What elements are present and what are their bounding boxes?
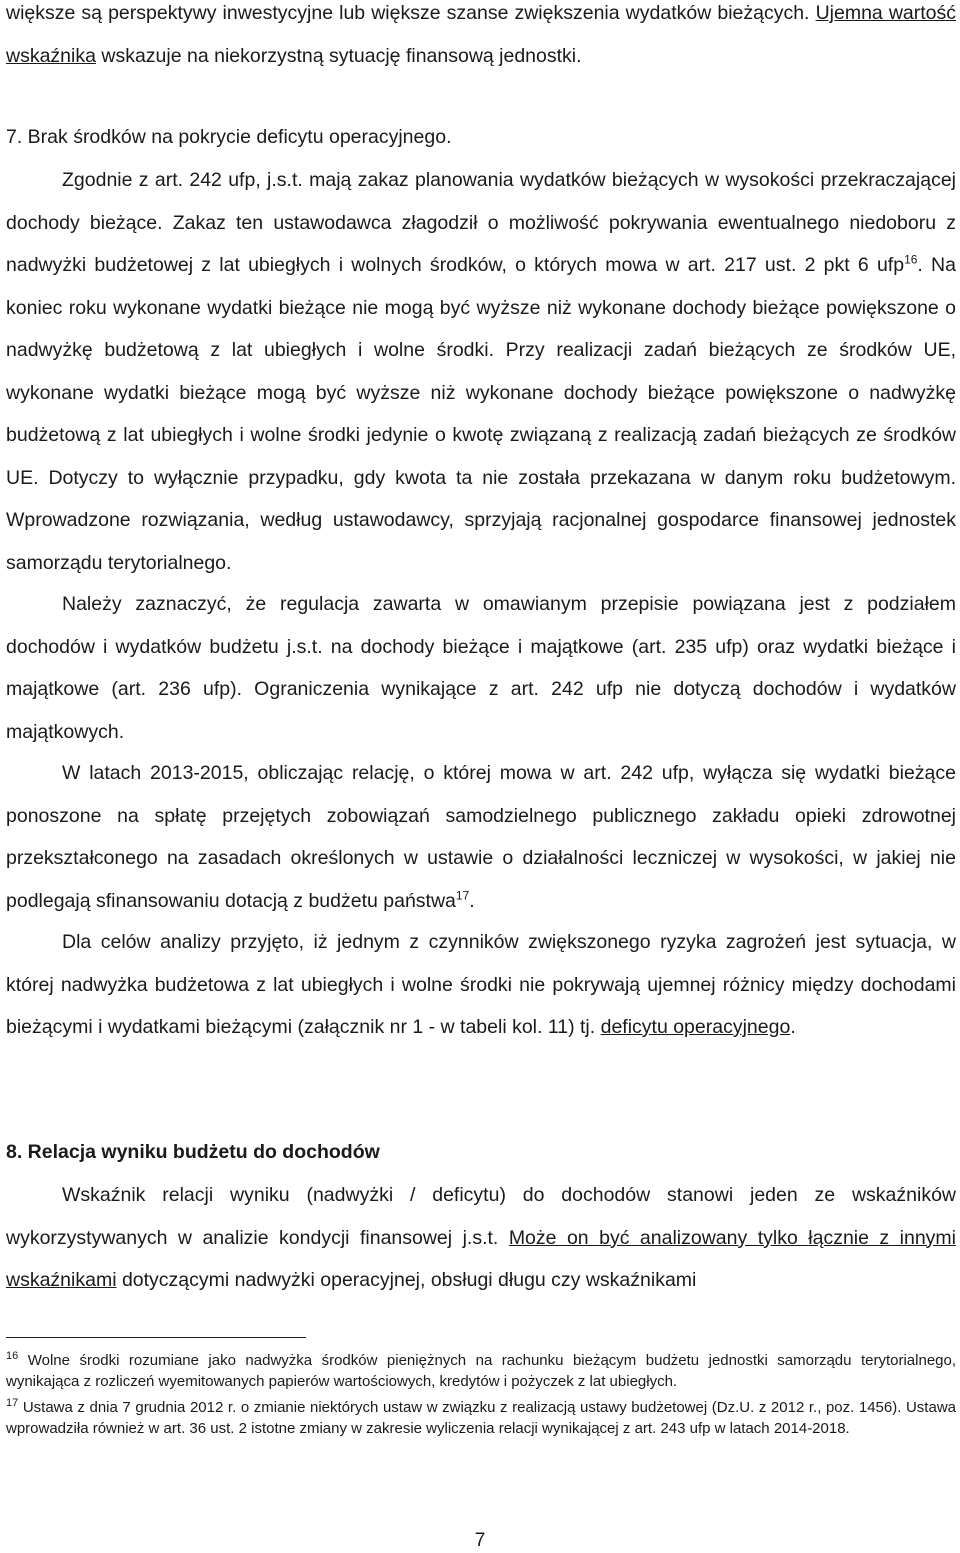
page-number: 7: [474, 1530, 486, 1551]
s7p3-text-a: W latach 2013-2015, obliczając relację, o której mowa w art. 242 ufp, wyłącza się wydatki bieżące ponoszone na spłatę przejętych zobowiązań samodzielnego publicznego zakładu opieki zdrowotnej przekształconego na zasadach określonych w ustawie o działalności leczniczej w wysokości, w jakiej nie podlegają sfinansowaniu dotacją z budżetu państwa: [6, 762, 956, 912]
s7p4-text-a: Dla celów analizy przyjęto, iż jednym z czynników zwiększonego ryzyka zagrożeń jest sytuacja, w której nadwyżka budżetowa z lat ubiegłych i wolne środki nie pokrywają ujemnej różnicy między dochodami bieżącymi i wydatkami bieżącymi (załącznik nr 1 - w tabeli kol. 11) tj.: [6, 931, 956, 1038]
s7p3-text-b: .: [469, 889, 475, 912]
section-7-paragraph-1: [6, 159, 956, 584]
s7p1-text-a: Zgodnie z art. 242 ufp, j.s.t. mają zakaz planowania wydatków bieżących w wysokości przekraczającej dochody bieżące. Zakaz ten ustawodawca złagodził o możliwość pokrywania ewentualnego niedoboru z nadwyżki budżetowej z lat ubiegłych i wolnych środków, o których mowa w art. 217 ust. 2 pkt 6 ufp: [6, 169, 956, 276]
s7p4-underlined: deficytu operacyjnego: [600, 1016, 791, 1038]
s7p1-text-b: . Na koniec roku wykonane wydatki bieżące nie mogą być wyższe niż wykonane dochody bieżące powiększone o nadwyżkę budżetową z lat ubiegłych i wolne środki. Przy realizacji zadań bieżących ze środków UE, wykonane wydatki bieżące mogą być wyższe niż wykonane dochody bieżące powiększone o nadwyżkę budżetową z lat ubiegłych i wolne środki jedynie o kwotę związaną z realizacją zadań bieżących ze środków UE. Dotyczy to wyłącznie przypadku, gdy kwota ta nie została przekazana w danym roku budżetowym. Wprowadzone rozwiązania, według ustawodawcy, sprzyjają racjonalnej gospodarce finansowej jednostek samorządu terytorialnego.: [6, 254, 956, 574]
section-8-heading: 8. Relacja wyniku budżetu do dochodów: [6, 1141, 380, 1163]
intro-paragraph: [6, 0, 956, 77]
footnote-ref-16[interactable]: 16: [904, 252, 918, 267]
s8p1-underlined: Może on być analizowany tylko łącznie z innymi wskaźnikami: [6, 1226, 956, 1291]
section-8-paragraph-1: [6, 1174, 956, 1302]
s8p1-text-b: dotyczącymi nadwyżki operacyjnej, obsługi długu czy wskaźnikami: [121, 1269, 697, 1291]
intro-text-a: większe są perspektywy inwestycyjne lub większe szanse zwiększenia wydatków bieżących.: [6, 2, 810, 24]
footnote-separator: [6, 1337, 306, 1338]
section-7-paragraph-3: [6, 752, 956, 922]
footnote-ref-17[interactable]: 17: [455, 888, 470, 902]
footnote-16: [6, 1350, 956, 1392]
s8p1-text-a: Wskaźnik relacji wyniku (nadwyżki / deficytu) do dochodów stanowi jeden ze wskaźników wykorzystywanych w analizie kondycji finansowej j.s.t.: [6, 1184, 956, 1249]
intro-underlined: Ujemna wartość wskaźnika: [6, 2, 957, 67]
section-7-heading: 7. Brak środków na pokrycie deficytu operacyjnego.: [6, 126, 452, 148]
intro-text-b: wskazuje na niekorzystną sytuację finansową jednostki.: [101, 44, 582, 67]
s7p4-text-b: .: [790, 1016, 796, 1038]
section-7-paragraph-2: Należy zaznaczyć, że regulacja zawarta w omawianym przepisie powiązana jest z podziałem dochodów i wydatków budżetu j.s.t. na dochody bieżące i majątkowe (art. 235 ufp) oraz wydatki bieżące i majątkowe (art. 236 ufp). Ograniczenia wynikające z art. 242 ufp nie dotyczą dochodów i wydatków majątkowych.: [6, 593, 956, 743]
footnote-16-text: Wolne środki rozumiane jako nadwyżka środków pieniężnych na rachunku bieżącym budżetu jednostki samorządu terytorialnego, wynikająca z rozliczeń wyemitowanych papierów wartościowych, kredytów i pożyczek z lat ubiegłych.: [6, 1352, 957, 1390]
section-7-paragraph-4: [6, 921, 956, 1049]
footnote-17: [6, 1397, 956, 1439]
footnote-17-number: 17: [6, 1397, 19, 1409]
footnote-17-text: Ustawa z dnia 7 grudnia 2012 r. o zmianie niektórych ustaw w związku z realizacją ustawy budżetowej (Dz.U. z 2012 r., poz. 1456). Ustawa wprowadziła również w art. 36 ust. 2 istotne zmiany w zakresie wyliczenia relacji wynikającej z art. 243 ufp w latach 2014-2018.: [6, 1399, 956, 1437]
footnote-16-number: 16: [6, 1350, 19, 1362]
